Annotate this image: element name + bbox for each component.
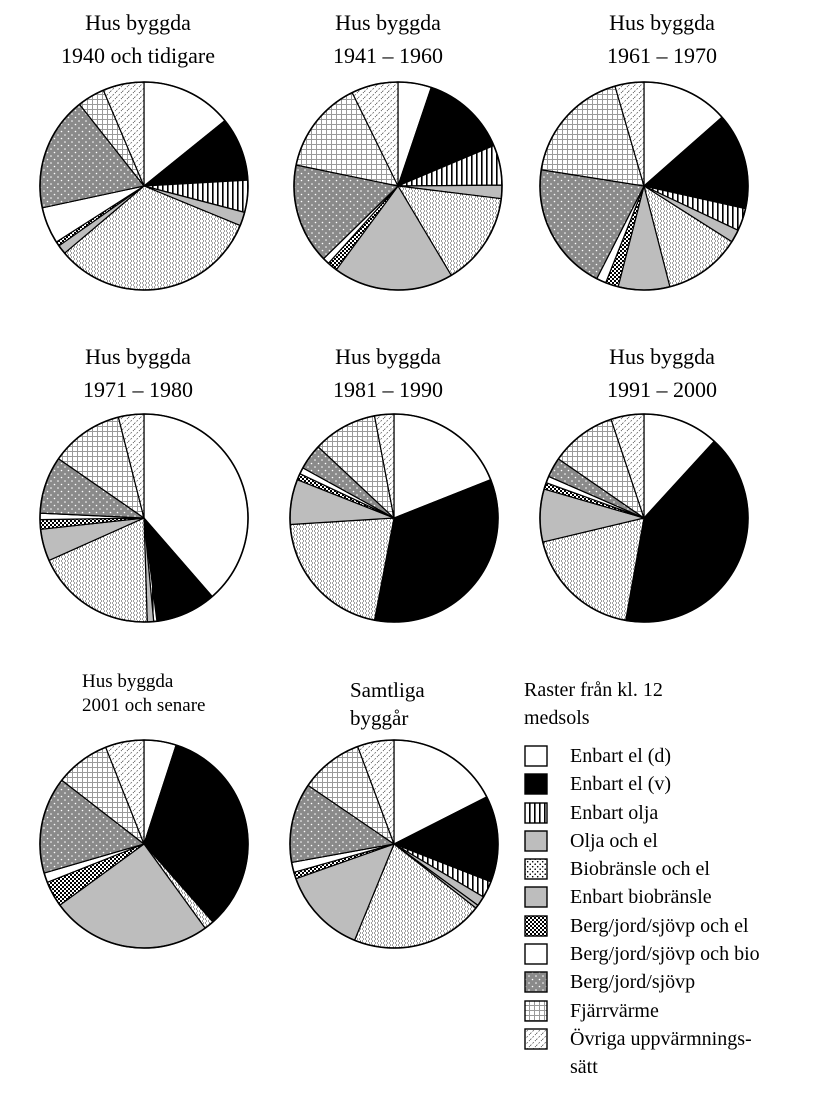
pie-chart-4 xyxy=(32,406,256,630)
chart-title-7 xyxy=(82,670,282,718)
pie-chart-5 xyxy=(282,406,506,630)
chart-title-6-line2: 1991 – 2000 xyxy=(607,377,717,402)
pie-chart-3 xyxy=(532,74,756,298)
legend-label: Övriga uppvärmnings- xyxy=(570,1027,752,1050)
chart-title-3 xyxy=(562,6,762,72)
legend-swatch-fill xyxy=(525,746,547,766)
legend-heading-line2: medsols xyxy=(524,707,590,729)
legend-swatch xyxy=(524,745,548,767)
legend-item xyxy=(524,770,824,798)
chart-title-4 xyxy=(38,340,238,406)
legend-swatch xyxy=(524,1028,548,1050)
legend-swatch xyxy=(524,915,548,937)
legend-label: Enbart el (d) xyxy=(570,745,672,767)
legend-swatch-fill xyxy=(525,944,547,964)
legend-swatch-fill xyxy=(525,887,547,907)
legend-label: Berg/jord/sjövp och bio xyxy=(570,943,760,966)
legend-item xyxy=(524,912,824,940)
chart-title-5 xyxy=(288,340,488,406)
pie-chart-8 xyxy=(282,732,506,956)
legend-swatch xyxy=(524,1000,548,1022)
legend-swatch-fill xyxy=(525,803,547,823)
chart-title-3-line1: Hus byggda xyxy=(609,10,715,35)
legend-item xyxy=(524,799,824,827)
legend-label: Enbart el (v) xyxy=(570,773,672,796)
chart-title-2-line2: 1941 – 1960 xyxy=(333,43,443,68)
legend-item xyxy=(524,742,824,770)
legend-label: Enbart biobränsle xyxy=(570,886,712,909)
pie-chart-2 xyxy=(286,74,510,298)
chart-title-6-line1: Hus byggda xyxy=(609,344,715,369)
legend-item xyxy=(524,940,824,968)
chart-title-8 xyxy=(350,676,510,732)
pie-chart-7 xyxy=(32,732,256,956)
legend-swatch xyxy=(524,943,548,965)
legend-swatch xyxy=(524,971,548,993)
legend-list xyxy=(524,742,824,1081)
legend-label: Olja och el xyxy=(570,829,658,852)
chart-title-8-line1: Samtliga xyxy=(350,678,425,702)
legend-label: Berg/jord/sjövp och el xyxy=(570,914,749,937)
legend-swatch xyxy=(524,830,548,852)
legend-swatch xyxy=(524,802,548,824)
chart-title-3-line2: 1961 – 1970 xyxy=(607,43,717,68)
chart-title-5-line1: Hus byggda xyxy=(335,344,441,369)
legend-item xyxy=(524,827,824,855)
legend-swatch xyxy=(524,858,548,880)
chart-title-1-line1: Hus byggda xyxy=(85,10,191,35)
legend-swatch xyxy=(524,773,548,795)
chart-title-5-line2: 1981 – 1990 xyxy=(333,377,443,402)
chart-title-4-line1: Hus byggda xyxy=(85,344,191,369)
legend-swatch-fill xyxy=(525,972,547,992)
legend-swatch-fill xyxy=(525,859,547,879)
chart-title-8-line2: byggår xyxy=(350,706,409,730)
pie-chart-1 xyxy=(32,74,256,298)
chart-title-7-line1: Hus byggda xyxy=(82,671,174,692)
chart-title-7-line2: 2001 och senare xyxy=(82,695,206,716)
pie-chart-6 xyxy=(532,406,756,630)
legend-label: Berg/jord/sjövp xyxy=(570,971,696,994)
legend-item xyxy=(524,1025,824,1081)
legend-item xyxy=(524,997,824,1025)
chart-title-2-line1: Hus byggda xyxy=(335,10,441,35)
legend-label: Enbart olja xyxy=(570,801,659,824)
chart-title-1 xyxy=(38,6,238,72)
legend-item xyxy=(524,883,824,911)
legend-swatch-fill xyxy=(525,774,547,794)
legend-swatch-fill xyxy=(525,1001,547,1021)
legend-label: Fjärrvärme xyxy=(570,999,659,1022)
legend-label: Biobränsle och el xyxy=(570,858,710,881)
chart-title-2 xyxy=(288,6,488,72)
legend-label-line2: sätt xyxy=(570,1055,598,1078)
legend-heading-line1: Raster från kl. 12 xyxy=(524,679,663,701)
legend xyxy=(524,676,824,1081)
chart-title-1-line2: 1940 och tidigare xyxy=(61,43,215,68)
legend-heading xyxy=(524,676,824,732)
legend-item xyxy=(524,855,824,883)
legend-swatch-fill xyxy=(525,1029,547,1049)
legend-swatch-fill xyxy=(525,916,547,936)
legend-swatch xyxy=(524,886,548,908)
legend-item xyxy=(524,968,824,996)
chart-title-4-line2: 1971 – 1980 xyxy=(83,377,193,402)
chart-title-6 xyxy=(562,340,762,406)
legend-swatch-fill xyxy=(525,831,547,851)
